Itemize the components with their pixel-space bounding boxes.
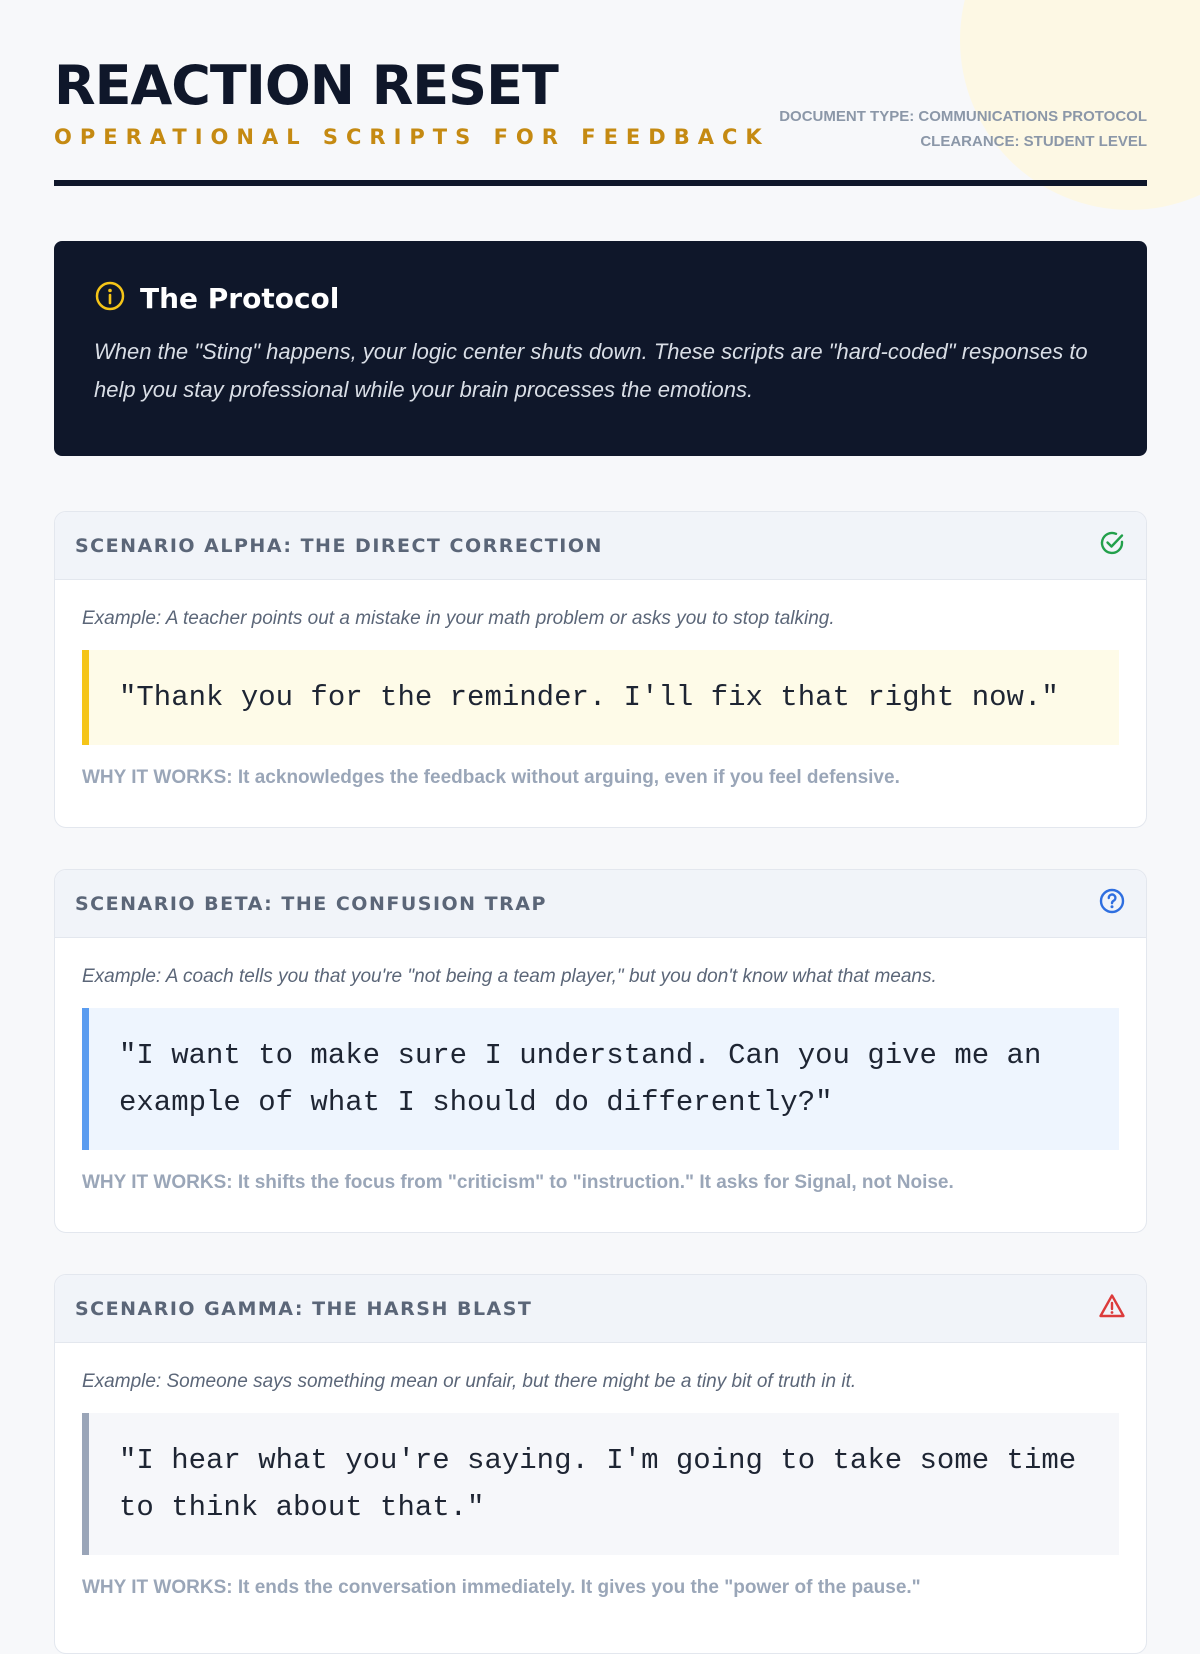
- warning-triangle-icon: [1098, 1292, 1126, 1325]
- info-icon: [94, 280, 126, 317]
- scenario-header: [55, 1275, 1146, 1343]
- scenario-script-quote: "Thank you for the reminder. I'll fix that right now.": [82, 650, 1119, 745]
- scenario-example: Example: A teacher points out a mistake in your math problem or asks you to stop talking.: [82, 608, 835, 629]
- scenario-title: SCENARIO GAMMA: THE HARSH BLAST: [75, 1297, 533, 1320]
- protocol-title: The Protocol: [140, 281, 340, 315]
- check-circle-icon: [1098, 529, 1126, 562]
- page-subtitle: OPERATIONAL SCRIPTS FOR FEEDBACK: [54, 125, 770, 149]
- document-type: DOCUMENT TYPE: COMMUNICATIONS PROTOCOL: [779, 108, 1147, 125]
- scenario-card-alpha: [54, 511, 1147, 828]
- page-title: REACTION RESET: [54, 54, 558, 117]
- scenario-example: Example: A coach tells you that you're "not being a team player," but you don't know what that means.: [82, 966, 937, 987]
- scenario-why-it-works: WHY IT WORKS: It ends the conversation immediately. It gives you the "power of the pause.": [82, 1577, 921, 1598]
- scenario-card-gamma: [54, 1274, 1147, 1654]
- scenario-why-it-works: WHY IT WORKS: It acknowledges the feedback without arguing, even if you feel defensive.: [82, 767, 900, 788]
- scenario-title: SCENARIO ALPHA: THE DIRECT CORRECTION: [75, 534, 603, 557]
- scenario-title: SCENARIO BETA: THE CONFUSION TRAP: [75, 892, 547, 915]
- document-meta: [779, 104, 1147, 154]
- scenario-card-beta: [54, 869, 1147, 1233]
- scenario-header: [55, 512, 1146, 580]
- scenario-script-quote: "I want to make sure I understand. Can you give me an example of what I should do differently?": [82, 1008, 1119, 1150]
- scenario-why-it-works: WHY IT WORKS: It shifts the focus from "criticism" to "instruction." It asks for Signal, not Noise.: [82, 1172, 954, 1193]
- scenario-header: [55, 870, 1146, 938]
- scenario-example: Example: Someone says something mean or unfair, but there might be a tiny bit of truth in it.: [82, 1371, 857, 1392]
- clearance-level: CLEARANCE: STUDENT LEVEL: [920, 133, 1147, 150]
- question-circle-icon: [1098, 887, 1126, 920]
- scenario-script-quote: "I hear what you're saying. I'm going to take some time to think about that.": [82, 1413, 1119, 1555]
- page-header: [54, 54, 1147, 186]
- protocol-panel: [54, 241, 1147, 456]
- protocol-text: When the "Sting" happens, your logic center shuts down. These scripts are "hard-coded" responses to help you stay professional while your brain processes the emotions.: [94, 339, 1088, 402]
